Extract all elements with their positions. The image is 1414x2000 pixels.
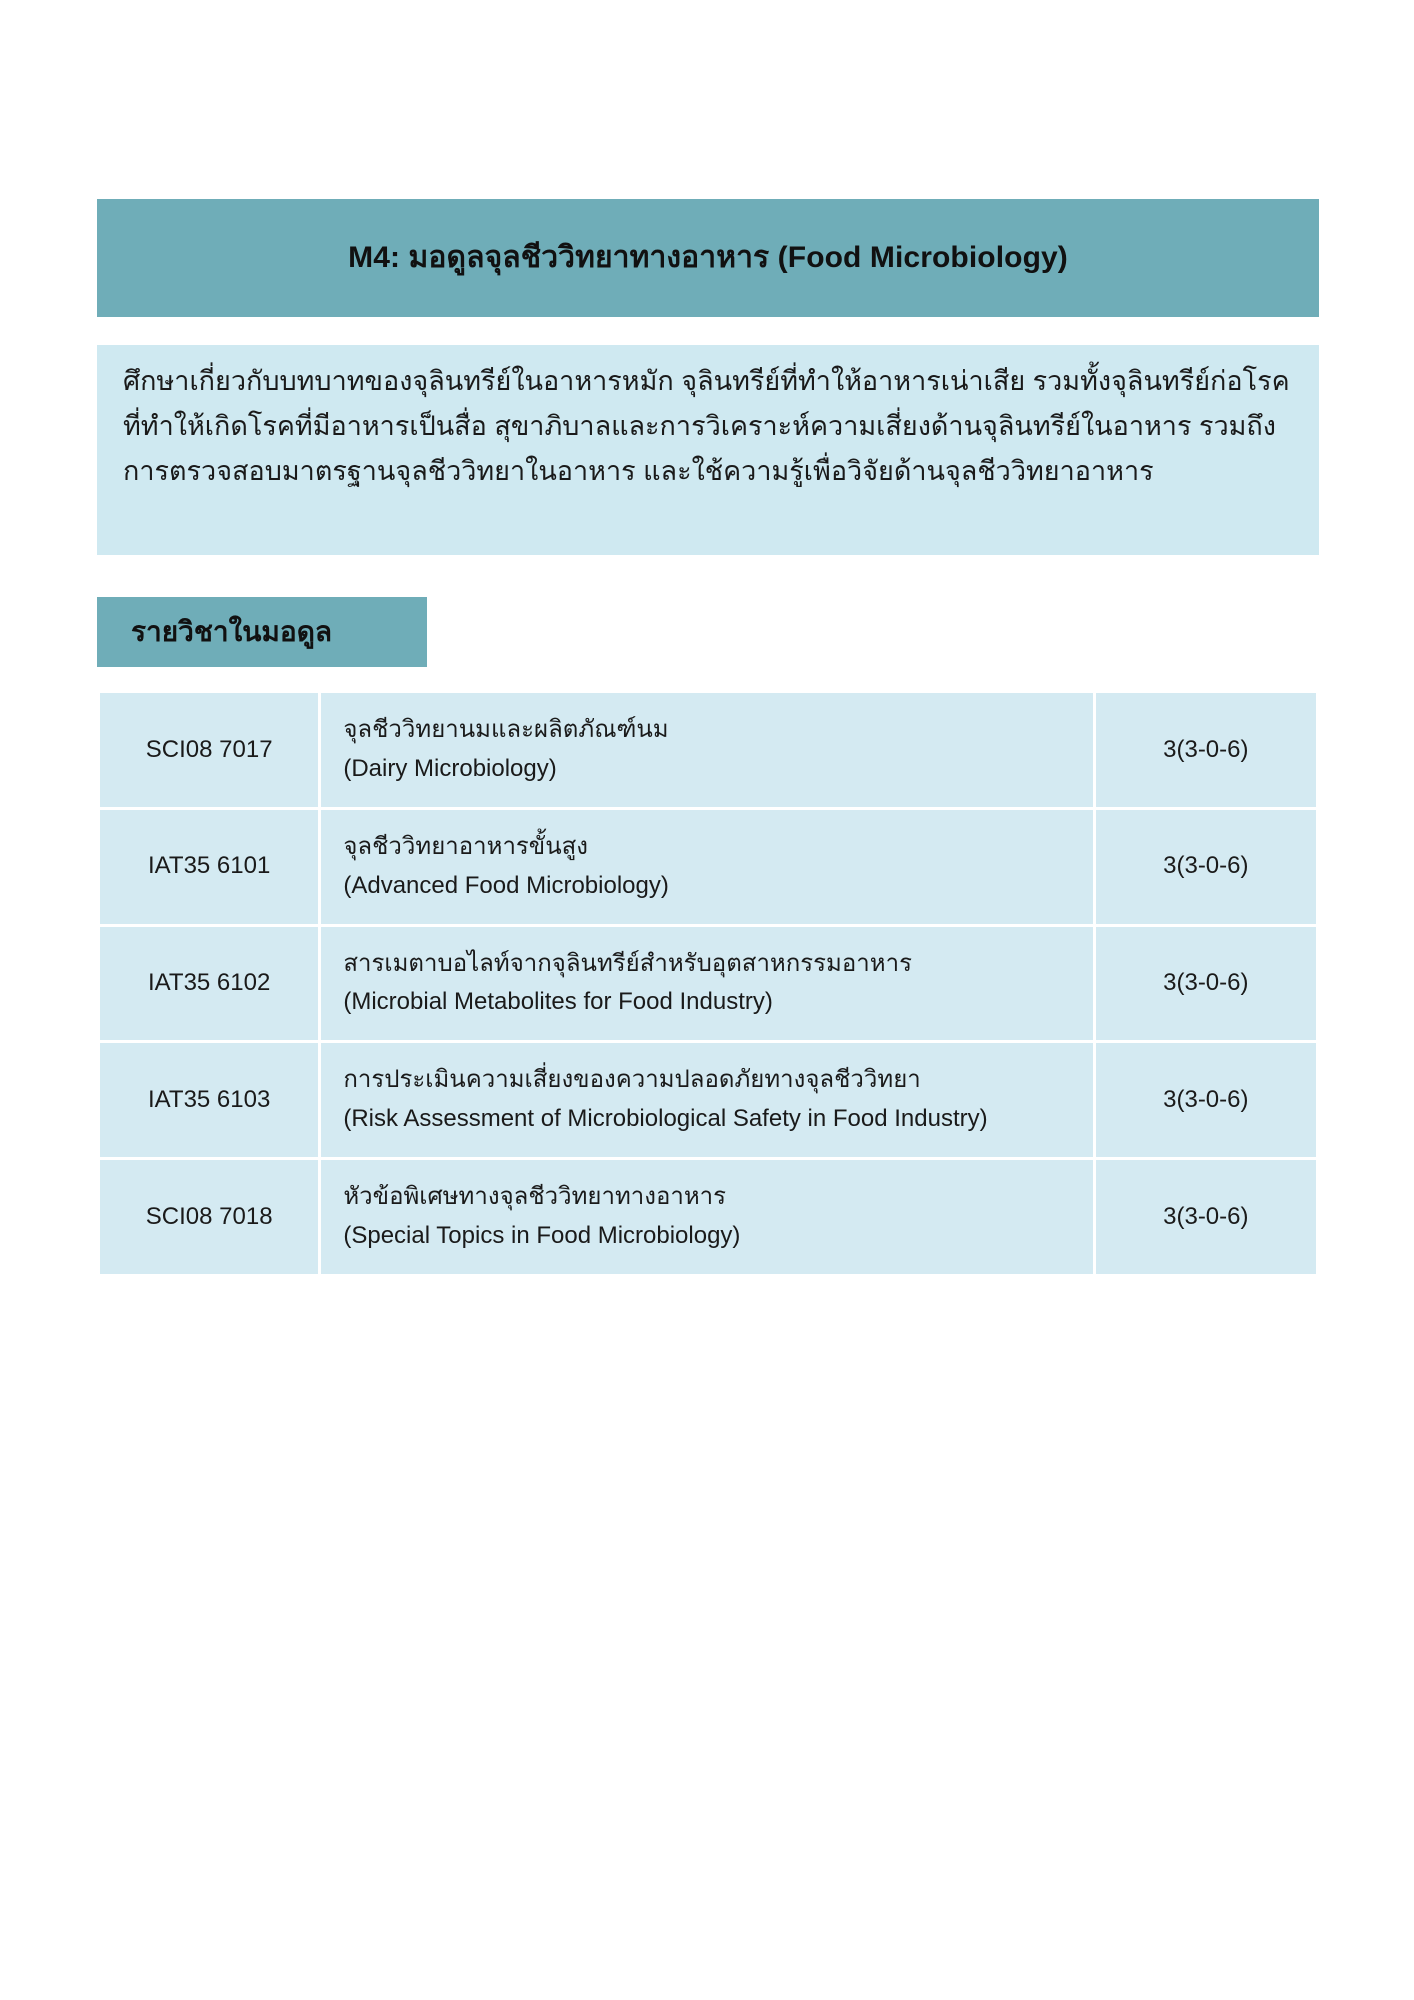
course-name-th: สารเมตาบอไลท์จากจุลินทรีย์สำหรับอุตสาหกรรมอาหาร: [343, 949, 912, 977]
course-name: [321, 1160, 1092, 1274]
section-badge-label: รายวิชาในมอดูล: [131, 616, 333, 647]
course-name-th: การประเมินความเสี่ยงของความปลอดภัยทางจุลชีววิทยา: [343, 1066, 921, 1094]
course-name: [321, 693, 1092, 807]
course-code: IAT35 6103: [100, 1043, 318, 1157]
course-name: [321, 810, 1092, 924]
table-row: [100, 693, 1316, 807]
course-credits: 3(3-0-6): [1096, 1160, 1316, 1274]
section-badge-courses: [97, 597, 427, 667]
course-credits: 3(3-0-6): [1096, 1043, 1316, 1157]
course-name-en: (Dairy Microbiology): [343, 754, 557, 782]
table-row: [100, 1043, 1316, 1157]
course-credits: 3(3-0-6): [1096, 927, 1316, 1041]
course-code: SCI08 7017: [100, 693, 318, 807]
course-name-en: (Microbial Metabolites for Food Industry): [343, 988, 773, 1016]
course-code: IAT35 6102: [100, 927, 318, 1041]
module-description-text: ศึกษาเกี่ยวกับบทบาทของจุลินทรีย์ในอาหารหมัก จุลินทรีย์ที่ทำให้อาหารเน่าเสีย รวมทั้งจุลินทรีย์ก่อโรคที่ทำให้เกิดโรคที่มีอาหารเป็นสื่อ สุขาภิบาลและการวิเคราะห์ความเสี่ยงด้านจุลินทรีย์ในอาหาร รวมถึงการตรวจสอบมาตรฐานจุลชีววิทยาในอาหาร และใช้ความรู้เพื่อวิจัยด้านจุลชีววิทยาอาหาร: [123, 366, 1290, 486]
courses-table-body: [100, 693, 1316, 1274]
course-credits: 3(3-0-6): [1096, 810, 1316, 924]
course-code: SCI08 7018: [100, 1160, 318, 1274]
table-row: [100, 810, 1316, 924]
module-title: M4: มอดูลจุลชีววิทยาทางอาหาร (Food Microbiology): [348, 241, 1068, 274]
course-code: IAT35 6101: [100, 810, 318, 924]
module-header-banner: [97, 199, 1319, 317]
course-name: [321, 927, 1092, 1041]
course-name-th: จุลชีววิทยานมและผลิตภัณฑ์นม: [343, 716, 669, 743]
course-name-en: (Advanced Food Microbiology): [343, 871, 669, 899]
table-row: [100, 927, 1316, 1041]
course-name-th: หัวข้อพิเศษทางจุลชีววิทยาทางอาหาร: [343, 1183, 727, 1210]
module-description-panel: [97, 345, 1319, 555]
course-name-en: (Special Topics in Food Microbiology): [343, 1221, 741, 1249]
table-row: [100, 1160, 1316, 1274]
courses-table: [97, 690, 1319, 1277]
course-credits: 3(3-0-6): [1096, 693, 1316, 807]
course-name-th: จุลชีววิทยาอาหารขั้นสูง: [343, 832, 588, 860]
course-name: [321, 1043, 1092, 1157]
course-name-en: (Risk Assessment of Microbiological Safety in Food Industry): [343, 1105, 988, 1133]
